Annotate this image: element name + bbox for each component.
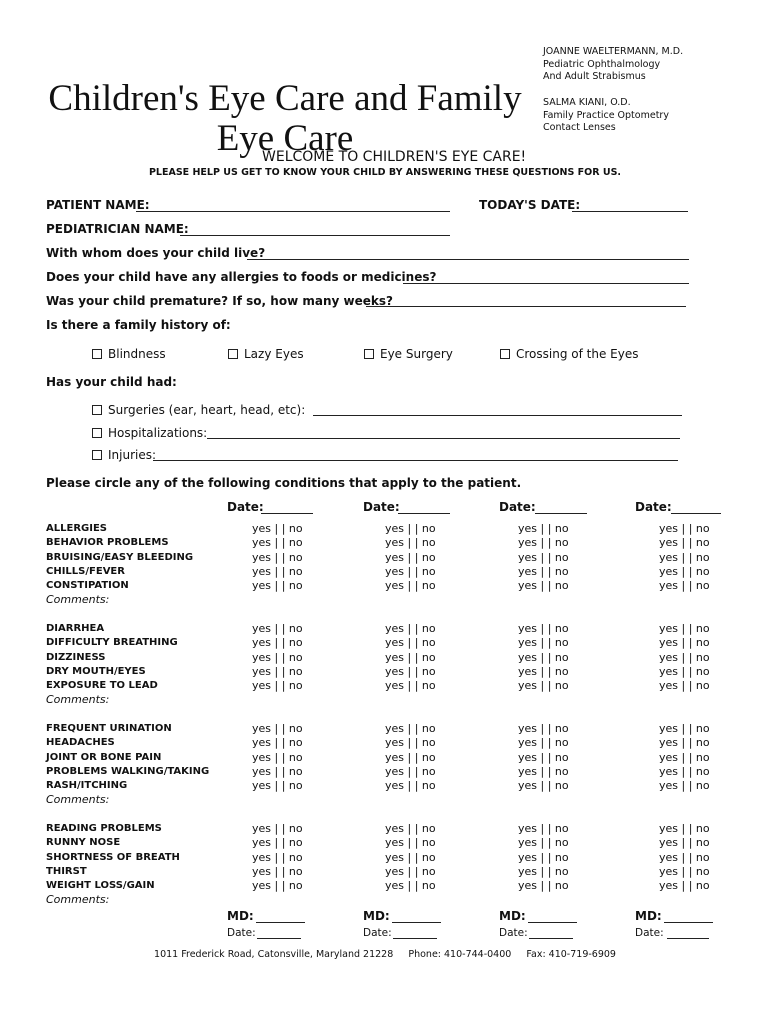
date-field-1[interactable] <box>261 513 313 514</box>
yes-no-column[interactable]: yes | | no yes | | no yes | | no yes | | no yes | | no <box>252 522 303 593</box>
patient-name-field[interactable] <box>136 211 450 212</box>
footer-address: 1011 Frederick Road, Catonsville, Maryland 21228 Phone: 410-744-0400 Fax: 410-719-6909 <box>154 949 616 960</box>
pediatrician-label: PEDIATRICIAN NAME: <box>46 222 189 236</box>
yes-no-column[interactable]: yes | | no yes | | no yes | | no yes | | no yes | | no <box>659 522 710 593</box>
welcome-heading: WELCOME TO CHILDREN'S EYE CARE! <box>262 149 527 165</box>
yes-no-column[interactable]: yes | | no yes | | no yes | | no yes | | no yes | | no <box>385 822 436 893</box>
condition-label: RASH/ITCHING <box>46 780 128 792</box>
yes-no-column[interactable]: yes | | no yes | | no yes | | no yes | | no yes | | no <box>385 622 436 693</box>
date-header-4: Date: <box>635 500 672 514</box>
instruction-text: PLEASE HELP US GET TO KNOW YOUR CHILD BY ANSWERING THESE QUESTIONS FOR US. <box>148 167 622 178</box>
allergies-label: Does your child have any allergies to foods or medicines? <box>46 270 437 284</box>
md-field-3[interactable] <box>528 922 577 923</box>
yes-no-column[interactable]: yes | | no yes | | no yes | | no yes | | no yes | | no <box>385 522 436 593</box>
checkbox-eye-surgery[interactable] <box>364 349 374 359</box>
yes-no-column[interactable]: yes | | no yes | | no yes | | no yes | | no yes | | no <box>252 822 303 893</box>
condition-label: RUNNY NOSE <box>46 837 121 849</box>
condition-label: THIRST <box>46 865 87 877</box>
doctor-info-2 <box>543 97 669 135</box>
clinic-title-line1: Children's Eye Care and Family <box>48 78 522 119</box>
yes-no-column[interactable]: yes | | no yes | | no yes | | no yes | | no yes | | no <box>518 822 569 893</box>
doctor-2-name: SALMA KIANI, O.D. <box>543 97 631 108</box>
condition-label: WEIGHT LOSS/GAIN <box>46 880 155 892</box>
condition-group-4 <box>46 822 180 908</box>
yes-no-column[interactable]: yes | | no yes | | no yes | | no yes | | no yes | | no <box>659 722 710 793</box>
patient-name-label: PATIENT NAME: <box>46 198 150 212</box>
condition-label: DIFFICULTY BREATHING <box>46 637 178 649</box>
yes-no-column[interactable]: yes | | no yes | | no yes | | no yes | | no yes | | no <box>252 722 303 793</box>
option-crossing-eyes[interactable]: Crossing of the Eyes <box>500 347 638 361</box>
md-field-1[interactable] <box>256 922 305 923</box>
sig-date-label-1: Date: <box>227 927 256 939</box>
sig-date-label-4: Date: <box>635 927 664 939</box>
condition-label: JOINT OR BONE PAIN <box>46 751 162 763</box>
checkbox-lazy-eyes[interactable] <box>228 349 238 359</box>
pediatrician-field[interactable] <box>180 235 450 236</box>
md-label-1: MD: <box>227 909 254 923</box>
md-field-4[interactable] <box>664 922 713 923</box>
checkbox-hospitalizations[interactable] <box>92 428 102 438</box>
yes-no-column[interactable]: yes | | no yes | | no yes | | no yes | | no yes | | no <box>518 722 569 793</box>
condition-label: HEADACHES <box>46 737 115 749</box>
option-eye-surgery[interactable]: Eye Surgery <box>364 347 453 361</box>
condition-label: BEHAVIOR PROBLEMS <box>46 537 169 549</box>
condition-label: FREQUENT URINATION <box>46 723 172 734</box>
yes-no-column[interactable]: yes | | no yes | | no yes | | no yes | | no yes | | no <box>518 622 569 693</box>
md-label-2: MD: <box>363 909 390 923</box>
date-header-2: Date: <box>363 500 400 514</box>
lives-with-field[interactable] <box>247 259 689 260</box>
condition-label: BRUISING/EASY BLEEDING <box>46 551 194 563</box>
lives-with-label: With whom does your child live? <box>46 246 266 260</box>
doctor-1-specialty-1: Pediatric Ophthalmology <box>543 58 661 70</box>
option-blindness[interactable]: Blindness <box>92 347 166 361</box>
sig-date-field-4[interactable] <box>667 938 709 939</box>
premature-field[interactable] <box>366 306 686 307</box>
doctor-2-specialty-2: Contact Lenses <box>543 122 616 133</box>
condition-label: DRY MOUTH/EYES <box>46 665 146 677</box>
condition-group-3 <box>46 722 209 808</box>
conditions-prompt: Please circle any of the following conditions that apply to the patient. <box>46 476 522 490</box>
doctor-2-specialty-1: Family Practice Optometry <box>543 109 669 121</box>
premature-label: Was your child premature? If so, how many weeks? <box>46 294 393 308</box>
condition-label: DIZZINESS <box>46 651 106 663</box>
doctor-1-name: JOANNE WAELTERMANN, M.D. <box>543 46 684 57</box>
checkbox-injuries[interactable] <box>92 450 102 460</box>
sig-date-field-3[interactable] <box>529 938 573 939</box>
date-header-1: Date: <box>227 500 264 514</box>
date-field-2[interactable] <box>398 513 450 514</box>
md-label-3: MD: <box>499 909 526 923</box>
comments-label: Comments: <box>46 693 110 707</box>
date-field-3[interactable] <box>535 513 587 514</box>
clinic-title-line2: Eye Care <box>216 118 354 159</box>
date-header-3: Date: <box>499 500 536 514</box>
sig-date-field-2[interactable] <box>393 938 437 939</box>
checkbox-crossing-eyes[interactable] <box>500 349 510 359</box>
condition-label: SHORTNESS OF BREATH <box>46 851 180 863</box>
date-field-4[interactable] <box>671 513 721 514</box>
checkbox-blindness[interactable] <box>92 349 102 359</box>
comments-label: Comments: <box>46 793 110 807</box>
md-field-2[interactable] <box>392 922 441 923</box>
condition-label: ALLERGIES <box>46 523 107 534</box>
condition-label: READING PROBLEMS <box>46 823 162 834</box>
comments-label: Comments: <box>46 593 110 607</box>
injuries-field[interactable] <box>153 460 678 461</box>
yes-no-column[interactable]: yes | | no yes | | no yes | | no yes | | no yes | | no <box>659 622 710 693</box>
todays-date-field[interactable] <box>572 211 688 212</box>
todays-date-label: TODAY'S DATE: <box>479 198 581 212</box>
condition-label: CHILLS/FEVER <box>46 565 125 577</box>
sig-date-field-1[interactable] <box>257 938 301 939</box>
hospitalizations-field[interactable] <box>207 438 680 439</box>
comments-label: Comments: <box>46 893 110 907</box>
history-hospitalizations[interactable]: Hospitalizations: <box>92 426 207 440</box>
doctor-info-1 <box>543 46 683 84</box>
option-lazy-eyes[interactable]: Lazy Eyes <box>228 347 304 361</box>
condition-label: CONSTIPATION <box>46 580 129 592</box>
doctor-1-specialty-2: And Adult Strabismus <box>543 71 646 82</box>
yes-no-column[interactable]: yes | | no yes | | no yes | | no yes | | no yes | | no <box>252 622 303 693</box>
md-label-4: MD: <box>635 909 662 923</box>
allergies-field[interactable] <box>403 283 689 284</box>
condition-group-1 <box>46 522 193 608</box>
sig-date-label-2: Date: <box>363 927 392 939</box>
yes-no-column[interactable]: yes | | no yes | | no yes | | no yes | | no yes | | no <box>659 822 710 893</box>
has-child-had-label: Has your child had: <box>46 375 177 389</box>
history-surgeries[interactable]: Surgeries (ear, heart, head, etc): <box>92 403 305 417</box>
yes-no-column[interactable]: yes | | no yes | | no yes | | no yes | | no yes | | no <box>385 722 436 793</box>
checkbox-surgeries[interactable] <box>92 405 102 415</box>
sig-date-label-3: Date: <box>499 927 528 939</box>
surgeries-field[interactable] <box>313 415 682 416</box>
condition-label: PROBLEMS WALKING/TAKING <box>46 765 210 777</box>
history-injuries[interactable]: Injuries: <box>92 448 156 462</box>
family-history-label: Is there a family history of: <box>46 318 231 332</box>
yes-no-column[interactable]: yes | | no yes | | no yes | | no yes | | no yes | | no <box>518 522 569 593</box>
condition-label: DIARRHEA <box>46 623 105 634</box>
condition-group-2 <box>46 622 178 708</box>
condition-label: EXPOSURE TO LEAD <box>46 680 158 692</box>
